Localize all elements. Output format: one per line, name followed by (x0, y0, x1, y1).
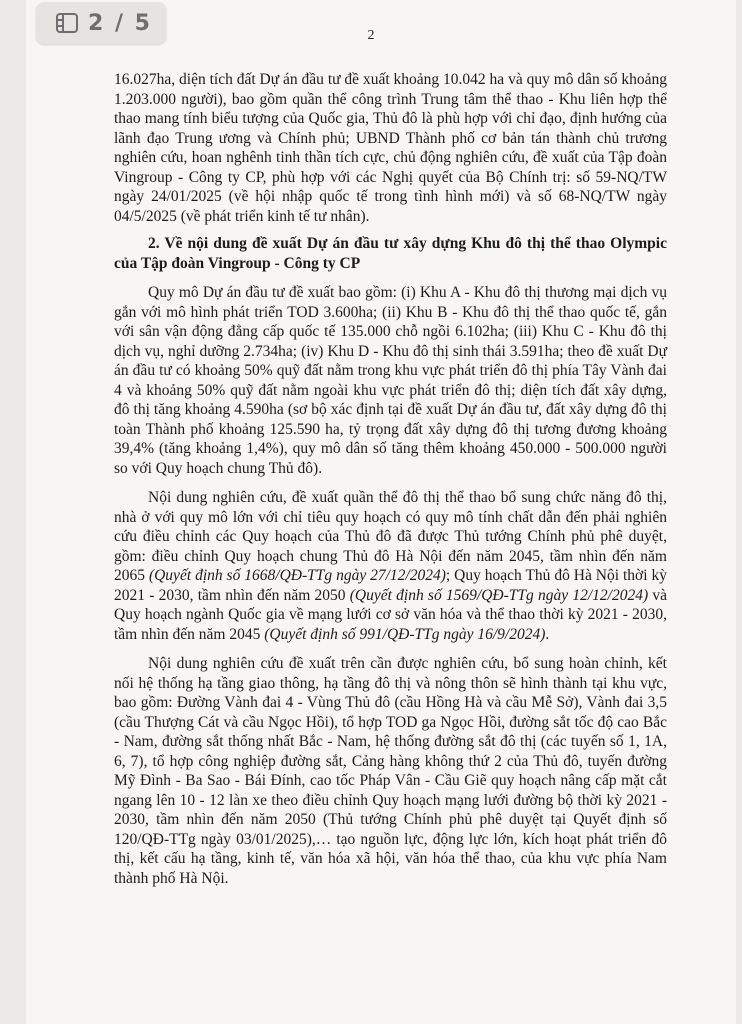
decision-991-citation: (Quyết định số 991/QĐ-TTg ngày 16/9/2024) (264, 625, 546, 643)
paragraph-3 (114, 488, 667, 644)
paragraph-3-text-a: Nội dung nghiên cứu, đề xuất quần thể đô thị thể thao bổ sung chức năng đô thị, nhà ở với quy mô lớn với chỉ tiêu quy hoạch có quy mô tính chất dẫn đến phải nghiên cứu điều chỉnh các Quy hoạch của Thủ đô đã được Thủ tướng Chính phủ phê duyệt, gồm: điều chỉnh Quy hoạch chung Thủ đô Hà Nội đến năm 2045, tầm nhìn đến năm 2065 (114, 489, 667, 584)
page-indicator-text: 2 / 5 (88, 10, 152, 36)
section-heading-text: 2. Về nội dung đề xuất Dự án đầu tư xây dựng Khu đô thị thể thao Olympic của Tập đoàn Vingroup - Công ty CP (114, 235, 667, 272)
decision-1668-citation: (Quyết định số 1668/QĐ-TTg ngày 27/12/2024) (148, 567, 446, 584)
paragraph-4: Nội dung nghiên cứu đề xuất trên cần được nghiên cứu, bổ sung hoàn chỉnh, kết nối hệ thống hạ tầng giao thông, hạ tầng đô thị và nông thôn sẽ hình thành tại khu vực, bao gồm: Đường Vành đai 4 - Vùng Thủ đô (cầu Hồng Hà và cầu Mễ Sở), Vành đai 3,5 (cầu Thượng Cát và cầu Ngọc Hồi), tổ hợp TOD ga Ngọc Hồi, đường sắt tốc độ cao Bắc - Nam, đường sắt thống nhất Bắc - Nam, hệ thống đường sắt đô thị (các tuyến số 1, 1A, 6, 7), tổ hợp công nghiệp đường sắt, Cảng hàng không thứ 2 của Thủ đô, tuyến đường Mỹ Đình - Ba Sao - Bái Đính, cao tốc Pháp Vân - Cầu Giẽ quy hoạch nâng cấp mặt cắt ngang lên 10 - 12 làn xe theo điều chỉnh Quy hoạch mạng lưới đường bộ thời kỳ 2021 - 2030, tầm nhìn đến năm 2050 (Thủ tướng Chính phủ phê duyệt tại Quyết định số 120/QĐ-TTg ngày 03/01/2025),… tạo nguồn lực, động lực lớn, kích hoạt phát triển đô thị, kết cấu hạ tầng, kinh tế, văn hóa xã hội, văn hóa thể thao, của khu vực phía Nam thành phố Hà Nội. (114, 655, 667, 887)
decision-1569-citation: (Quyết định số 1569/QĐ-TTg ngày 12/12/2024) (349, 586, 649, 604)
paragraph-1: 16.027ha, diện tích đất Dự án đầu tư đề xuất khoảng 10.042 ha và quy mô dân số khoảng 1.203.000 người), bao gồm quần thể công trình Trung tâm thể thao - Khu liên hợp thể thao mang tính biểu tượng của Quốc gia, Thủ đô là phù hợp với chỉ đạo, định hướng của lãnh đạo Trung ương và Chính phủ; UBND Thành phố cơ bản tán thành chủ trương nghiên cứu, hoan nghênh tinh thần tích cực, chủ động nghiên cứu, đề xuất của Tập đoàn Vingroup - Công ty CP, phù hợp với các Nghị quyết của Bộ Chính trị: số 59-NQ/TW ngày 24/01/2025 (về hội nhập quốc tế trong tình hình mới) và số 68-NQ/TW ngày 04/5/2025 (về phát triển kinh tế tư nhân). (114, 71, 667, 225)
paragraph-3-text-d: . (545, 625, 550, 643)
paragraph-3-text-b: ; Quy hoạch Thủ đô Hà Nội thời kỳ 2021 - 2030, tầm nhìn đến năm 2050 (114, 567, 667, 604)
paragraph-3-text-c: và Quy hoạch ngành Quốc gia về mạng lưới cơ sở văn hóa và thể thao thời kỳ 2021 - 2030, tầm nhìn đến năm 2045 (114, 586, 667, 643)
document-body (114, 70, 667, 898)
section-heading (114, 234, 667, 273)
page-number: 2 (367, 28, 375, 43)
paragraph-2: Quy mô Dự án đầu tư đề xuất bao gồm: (i) Khu A - Khu đô thị thương mại dịch vụ gắn với mô hình phát triển TOD 3.600ha; (ii) Khu B - Khu đô thị thể thao quốc tế, gắn với sân vận động đẳng cấp quốc tế 135.000 chỗ ngồi 6.102ha; (iii) Khu C - Khu đô thị dịch vụ, nghỉ dưỡng 2.734ha; (iv) Khu D - Khu đô thị sinh thái 3.591ha; theo đề xuất Dự án đầu tư có khoảng 50% quỹ đất nằm trong khu vực phát triển đô thị phía Tây Vành đai 4 và khoảng 50% quỹ đất nằm ngoài khu vực phát triển đô thị; diện tích đất xây dựng, đô thị tăng khoảng 4.590ha (sơ bộ xác định tại đề xuất Dự án đầu tư, đất xây dựng đô thị toàn Thành phố khoảng 125.590 ha, tỷ trọng đất xây dựng đô thị tương đương khoảng 39,4% (tăng khoảng 1,4%), quy mô dân số tăng thêm khoảng 450.000 - 500.000 người so với Quy hoạch chung Thủ đô). (114, 284, 667, 477)
